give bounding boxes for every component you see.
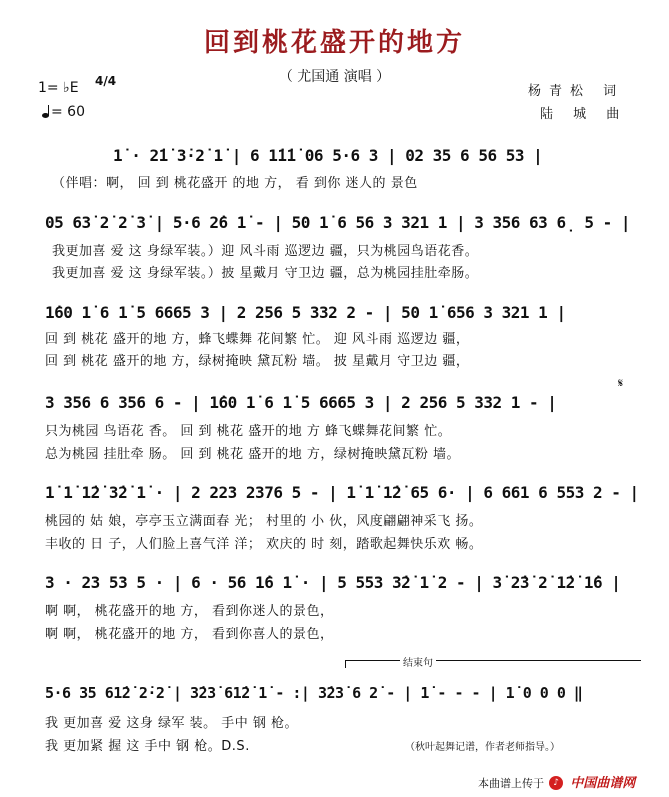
notation-line-7: 5·6 35 61̇2̇ 2̇·2̇ | 3̇23̇ 61̇2̇ 1̇ - :| 3̇23̇ 6 2̇ - | 1̇ - - - | 1̇ 0 0 0 ‖	[45, 684, 583, 702]
lyric-line-4a: 只为桃园 鸟语花 香。 回 到 桃花 盛开的地 方 蜂飞蝶舞花间繁 忙。	[45, 424, 452, 439]
tempo-value: = 60	[51, 104, 85, 120]
quarter-note-icon	[42, 113, 49, 118]
site-name[interactable]: 中国曲谱网	[570, 776, 636, 791]
segno-sign: 𝄋	[618, 376, 624, 390]
time-signature	[95, 76, 116, 87]
lyric-line-2b: 我更加喜 爱 这 身绿军装。）披 星戴月 守卫边 疆，总为桃园挂肚牵肠。	[52, 266, 479, 281]
notation-line-2: 05 63̇ 2̇ 2̇ 3̇ | 5·6 2̇6 1̇ - | 50 1̇ 6 56 3 321 1 | 3 356 63 6̣ 5 - |	[45, 213, 630, 232]
notation-line-1: 1̇ · 2̇1̇ 3̇·2̇ 1̇ | 6 1̇1̇1̇ 06 5·6 3 | 02 35 6 56 53 |	[113, 146, 543, 165]
site-footer	[478, 772, 635, 791]
composer-credit: 陆 城 曲	[540, 107, 628, 122]
lyric-line-2a: 我更加喜 爱 这 身绿军装。）迎 风斗雨 巡逻边 疆，只为桃园鸟语花香。	[52, 244, 479, 259]
lyric-line-7a: 我 更加喜 爱 这身 绿军 装。 手中 钢 枪。	[45, 716, 299, 731]
key-signature: 1= ♭E	[38, 80, 79, 96]
time-signature-text: 4/4	[95, 74, 117, 88]
transcription-note: （秋叶起舞记谱，作者老师指导。）	[405, 742, 560, 753]
lyric-line-6b: 啊 啊， 桃花盛开的地 方， 看到你喜人的景色，	[45, 627, 334, 642]
lyricist-credit: 杨青松 词	[528, 84, 625, 99]
lyric-line-1a: （伴唱：啊， 回 到 桃花盛开 的地 方， 看 到你 迷人的 景色	[52, 176, 418, 191]
song-title: 回到桃花盛开的地方	[203, 28, 465, 58]
singer-credit: （ 尤国通 演唱 ）	[278, 69, 391, 85]
lyric-line-7b: 我 更加紧 握 这 手中 钢 枪。D.S.	[45, 739, 250, 754]
lyric-line-3a: 回 到 桃花 盛开的地 方，蜂飞蝶舞 花间繁 忙。 迎 风斗雨 巡逻边 疆，	[45, 332, 470, 347]
lyric-line-5a: 桃园的 姑 娘，亭亭玉立满面春 光； 村里的 小 伙，风度翩翩神采飞 扬。	[45, 514, 483, 529]
lyric-line-6a: 啊 啊， 桃花盛开的地 方， 看到你迷人的景色，	[45, 604, 334, 619]
ending-bracket	[345, 660, 641, 668]
uploader-text: 本曲谱上传于	[478, 777, 544, 790]
notation-line-6: 3 · 23 53 5 · | 6 · 56 1̇6 1̇ · | 5 553 3̇2̇ 1̇ 2 - | 3̇ 2̇3̇ 2̇ 1̇2̇ 1̇6 |	[45, 573, 621, 592]
notation-line-3: 1̇60 1̇ 6 1̇ 5 6665 3 | 2 256 5 332 2 - | 50 1̇ 656 3 321 1 |	[45, 303, 566, 322]
notation-line-5: 1̇ 1̇ 1̇2̇ 3̇2̇ 1̇ · | 2 223 2376 5 - | 1̇ 1̇ 1̇2̇ 65 6· | 6 661 6 553 2 - |	[45, 483, 639, 502]
tempo-marking	[42, 104, 85, 120]
lyric-line-3b: 回 到 桃花 盛开的地 方，绿树掩映 黛瓦粉 墙。 披 星戴月 守卫边 疆，	[45, 354, 470, 369]
lyric-line-5b: 丰收的 日 子，人们脸上喜气洋 洋； 欢庆的 时 刻，踏歌起舞快乐欢 畅。	[45, 537, 483, 552]
ending-label: 结束句	[400, 654, 436, 669]
notation-line-4: 3 356 6 356 6 - | 1̇60 1̇ 6 1̇ 5 6665 3 | 2 256 5 332 1 - |	[45, 393, 557, 412]
music-site-icon: ♪	[549, 776, 563, 790]
lyric-line-4b: 总为桃园 挂肚牵 肠。 回 到 桃花 盛开的地 方，绿树掩映黛瓦粉 墙。	[45, 447, 461, 462]
